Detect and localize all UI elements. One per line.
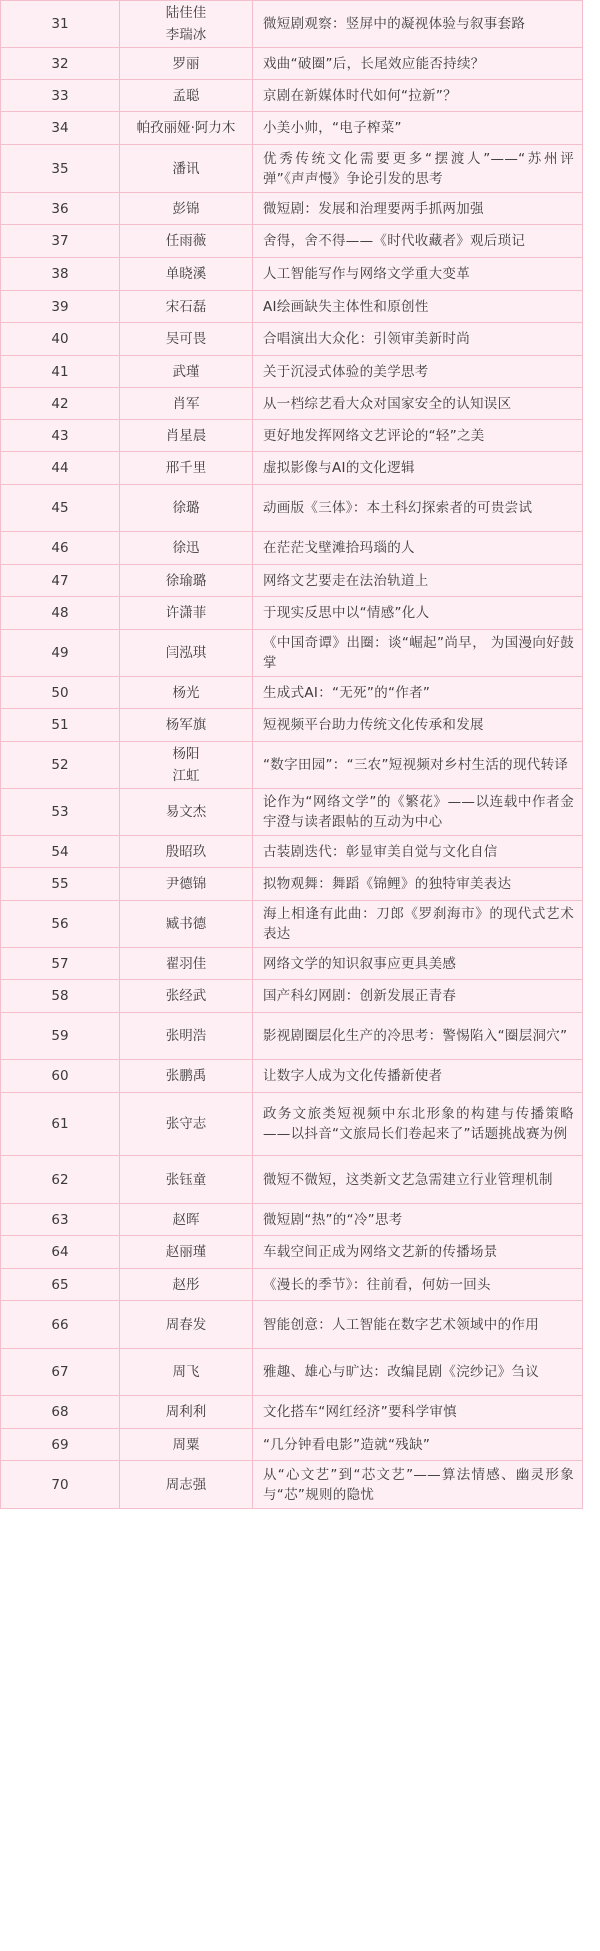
author-name: 肖星晨 <box>165 427 207 444</box>
author-name: 许潇菲 <box>165 605 207 621</box>
table-row <box>1 145 583 193</box>
author-cell <box>120 1156 253 1204</box>
row-number: 40 <box>1 323 120 356</box>
author-cell <box>120 901 253 948</box>
author-cell <box>120 630 253 677</box>
author-name: 张经武 <box>165 988 207 1004</box>
article-title: 生成式AI：“无死”的“作者” <box>253 677 583 709</box>
table-row <box>1 1396 583 1429</box>
table-row <box>1 420 583 452</box>
author-cell <box>120 356 253 388</box>
article-title: 人工智能写作与网络文学重大变革 <box>253 258 583 291</box>
row-number: 64 <box>1 1236 120 1269</box>
article-title: 古装剧迭代：彰显审美自觉与文化自信 <box>253 836 583 868</box>
author-name: 周志强 <box>165 1476 207 1493</box>
table-row <box>1 225 583 258</box>
row-number: 34 <box>1 112 120 145</box>
article-title: 戏曲“破圈”后，长尾效应能否持续？ <box>253 48 583 80</box>
table-row <box>1 1093 583 1156</box>
row-number: 57 <box>1 948 120 980</box>
row-number: 66 <box>1 1301 120 1349</box>
author-name: 杨光 <box>172 684 200 701</box>
author-name: 张守志 <box>165 1116 207 1132</box>
table-row <box>1 112 583 145</box>
row-number: 39 <box>1 291 120 323</box>
author-name: 任雨薇 <box>165 233 207 249</box>
author-name: 孟聪 <box>172 87 200 104</box>
row-number: 69 <box>1 1429 120 1461</box>
author-cell <box>120 1301 253 1349</box>
row-number: 37 <box>1 225 120 258</box>
author-name: 彭锦 <box>172 200 200 217</box>
author-cell <box>120 1093 253 1156</box>
author-name: 赵彤 <box>172 1276 200 1293</box>
author-cell <box>120 1060 253 1093</box>
row-number: 41 <box>1 356 120 388</box>
article-title: 智能创意：人工智能在数字艺术领域中的作用 <box>253 1301 583 1349</box>
table-row <box>1 868 583 901</box>
author-name: 周粟 <box>172 1436 200 1453</box>
author-cell <box>120 1204 253 1236</box>
author-cell <box>120 565 253 597</box>
author-name: 潘讯 <box>172 160 200 177</box>
article-title: 短视频平台助力传统文化传承和发展 <box>253 709 583 742</box>
row-number: 63 <box>1 1204 120 1236</box>
author-cell <box>120 225 253 258</box>
table-row <box>1 1060 583 1093</box>
table-row <box>1 565 583 597</box>
table-row <box>1 1461 583 1509</box>
author-cell <box>120 388 253 420</box>
row-number: 50 <box>1 677 120 709</box>
table-row <box>1 1349 583 1396</box>
author-cell <box>120 980 253 1013</box>
table-row <box>1 452 583 485</box>
row-number: 56 <box>1 901 120 948</box>
author-name: 周春发 <box>165 1316 207 1333</box>
author-name: 武瑾 <box>172 363 200 380</box>
article-title: 微短剧：发展和治理要两手抓两加强 <box>253 193 583 225</box>
right-margin <box>583 0 600 1951</box>
author-name: 尹德锦 <box>165 876 207 892</box>
article-title: 优秀传统文化需要更多“摆渡人”——“苏州评弹”《声声慢》争论引发的思考 <box>253 145 583 193</box>
row-number: 70 <box>1 1461 120 1509</box>
author-name: 周飞 <box>172 1364 200 1380</box>
table-row <box>1 948 583 980</box>
article-title: 微短剧观察：竖屏中的凝视体验与叙事套路 <box>253 1 583 48</box>
author-name: 杨军旗 <box>165 717 207 733</box>
table-row <box>1 1269 583 1301</box>
author-name: 赵丽瑾 <box>165 1244 207 1260</box>
row-number: 42 <box>1 388 120 420</box>
author-cell <box>120 258 253 291</box>
article-title: AI绘画缺失主体性和原创性 <box>253 291 583 323</box>
article-title: 从一档综艺看大众对国家安全的认知误区 <box>253 388 583 420</box>
author-cell <box>120 709 253 742</box>
author-cell <box>120 1013 253 1060</box>
author-name: 张明浩 <box>165 1028 207 1044</box>
article-title: 政务文旅类短视频中东北形象的构建与传播策略——以抖音“文旅局长们卷起来了”话题挑战赛为例 <box>253 1093 583 1156</box>
author-cell <box>120 193 253 225</box>
author-cell <box>120 532 253 565</box>
row-number: 61 <box>1 1093 120 1156</box>
article-title: 雅趣、雄心与旷达：改编昆剧《浣纱记》刍议 <box>253 1349 583 1396</box>
author-cell <box>120 868 253 901</box>
author-cell <box>120 677 253 709</box>
table-row <box>1 1429 583 1461</box>
row-number: 49 <box>1 630 120 677</box>
table-row <box>1 258 583 291</box>
author-name: 徐璐 <box>172 500 200 516</box>
table-row <box>1 485 583 532</box>
author-cell <box>120 291 253 323</box>
row-number: 59 <box>1 1013 120 1060</box>
article-title: 更好地发挥网络文艺评论的“轻”之美 <box>253 420 583 452</box>
author-name: 易文杰 <box>165 804 207 820</box>
table-row <box>1 1013 583 1060</box>
article-title: 影视剧圈层化生产的冷思考：警惕陷入“圈层洞穴” <box>253 1013 583 1060</box>
article-title: 京剧在新媒体时代如何“拉新”？ <box>253 80 583 112</box>
author-cell <box>120 836 253 868</box>
article-title: 拟物观舞：舞蹈《锦鲤》的独特审美表达 <box>253 868 583 901</box>
table-row <box>1 356 583 388</box>
article-title: 网络文学的知识叙事应更具美感 <box>253 948 583 980</box>
row-number: 45 <box>1 485 120 532</box>
author-name: 张鹏禹 <box>165 1068 207 1084</box>
row-number: 47 <box>1 565 120 597</box>
row-number: 31 <box>1 1 120 48</box>
author-cell <box>120 452 253 485</box>
article-title: “数字田园”：“三农”短视频对乡村生活的现代转译 <box>253 742 583 789</box>
row-number: 46 <box>1 532 120 565</box>
table-row <box>1 1156 583 1204</box>
table-row <box>1 630 583 677</box>
table-row <box>1 388 583 420</box>
author-name: 邢千里 <box>165 460 207 476</box>
author-cell <box>120 789 253 836</box>
row-number: 52 <box>1 742 120 789</box>
row-number: 68 <box>1 1396 120 1429</box>
author-name: 杨阳 <box>172 746 200 762</box>
author-name: 罗丽 <box>172 55 200 72</box>
row-number: 53 <box>1 789 120 836</box>
row-number: 35 <box>1 145 120 193</box>
row-number: 48 <box>1 597 120 630</box>
article-title: 微短不微短，这类新文艺急需建立行业管理机制 <box>253 1156 583 1204</box>
article-title: 虚拟影像与AI的文化逻辑 <box>253 452 583 485</box>
table-row <box>1 789 583 836</box>
author-name: 殷昭玖 <box>165 843 207 860</box>
author-name: 李瑞冰 <box>165 27 207 43</box>
author-cell <box>120 1236 253 1269</box>
row-number: 55 <box>1 868 120 901</box>
author-cell <box>120 1269 253 1301</box>
author-cell <box>120 485 253 532</box>
author-cell <box>120 1 253 48</box>
author-name: 臧书德 <box>165 916 207 932</box>
author-cell <box>120 597 253 630</box>
table-row <box>1 1301 583 1349</box>
row-number: 33 <box>1 80 120 112</box>
author-cell <box>120 112 253 145</box>
article-title: 动画版《三体》：本土科幻探索者的可贵尝试 <box>253 485 583 532</box>
table-row <box>1 597 583 630</box>
article-title: 关于沉浸式体验的美学思考 <box>253 356 583 388</box>
table-row <box>1 1204 583 1236</box>
table-row <box>1 836 583 868</box>
author-name: 肖军 <box>172 395 200 412</box>
table-body <box>1 1 583 1509</box>
article-title: 让数字人成为文化传播新使者 <box>253 1060 583 1093</box>
table-row <box>1 291 583 323</box>
row-number: 67 <box>1 1349 120 1396</box>
table-row <box>1 677 583 709</box>
author-cell <box>120 1429 253 1461</box>
author-cell <box>120 1396 253 1429</box>
author-name: 陆佳佳 <box>165 5 207 21</box>
author-cell <box>120 48 253 80</box>
article-title: 合唱演出大众化：引领审美新时尚 <box>253 323 583 356</box>
article-title: 在茫茫戈壁滩拾玛瑙的人 <box>253 532 583 565</box>
author-cell <box>120 80 253 112</box>
table-row <box>1 323 583 356</box>
author-cell <box>120 145 253 193</box>
author-name: 吴可畏 <box>165 331 207 347</box>
author-name: 江虹 <box>172 768 200 784</box>
author-name: 单晓溪 <box>165 266 207 282</box>
article-title: 论作为“网络文学”的《繁花》——以连载中作者金宇澄与读者跟帖的互动为中心 <box>253 789 583 836</box>
author-cell <box>120 1461 253 1509</box>
table-row <box>1 80 583 112</box>
author-cell <box>120 1349 253 1396</box>
article-title: 《中国奇谭》出圈：谈“崛起”尚早， 为国漫向好鼓掌 <box>253 630 583 677</box>
article-title: 海上相逢有此曲：刀郎《罗刹海市》的现代式艺术表达 <box>253 901 583 948</box>
row-number: 60 <box>1 1060 120 1093</box>
author-name: 闫泓琪 <box>165 645 207 661</box>
author-name: 张钰童 <box>165 1171 207 1188</box>
article-title: 文化搭车“网红经济”要科学审慎 <box>253 1396 583 1429</box>
table-row <box>1 980 583 1013</box>
table-row <box>1 1 583 48</box>
row-number: 62 <box>1 1156 120 1204</box>
article-title: 车载空间正成为网络文艺新的传播场景 <box>253 1236 583 1269</box>
article-title: 从“心文艺”到“芯文艺”——算法情感、幽灵形象与“芯”规则的隐忧 <box>253 1461 583 1509</box>
table-row <box>1 709 583 742</box>
row-number: 38 <box>1 258 120 291</box>
row-number: 36 <box>1 193 120 225</box>
row-number: 58 <box>1 980 120 1013</box>
row-number: 65 <box>1 1269 120 1301</box>
row-number: 54 <box>1 836 120 868</box>
author-name: 周利利 <box>165 1404 207 1420</box>
table-row <box>1 901 583 948</box>
author-name: 徐瑜璐 <box>165 572 207 589</box>
table-row <box>1 1236 583 1269</box>
row-number: 43 <box>1 420 120 452</box>
article-title: 国产科幻网剧：创新发展正青春 <box>253 980 583 1013</box>
article-title: 舍得，舍不得——《时代收藏者》观后琐记 <box>253 225 583 258</box>
article-title: 《漫长的季节》：往前看，何妨一回头 <box>253 1269 583 1301</box>
article-title: 网络文艺要走在法治轨道上 <box>253 565 583 597</box>
article-title: “几分钟看电影”造就“残缺” <box>253 1429 583 1461</box>
author-cell <box>120 742 253 789</box>
row-number: 51 <box>1 709 120 742</box>
author-cell <box>120 948 253 980</box>
author-cell <box>120 323 253 356</box>
article-title: 于现实反思中以“情感”化人 <box>253 597 583 630</box>
row-number: 44 <box>1 452 120 485</box>
author-name: 宋石磊 <box>165 298 207 315</box>
article-title: 小美小帅，“电子榨菜” <box>253 112 583 145</box>
author-cell <box>120 420 253 452</box>
table-row <box>1 742 583 789</box>
author-name: 徐迅 <box>172 540 200 556</box>
author-name: 帕孜丽娅·阿力木 <box>136 120 236 136</box>
author-name: 翟羽佳 <box>165 955 207 972</box>
author-name: 赵晖 <box>172 1211 200 1228</box>
table-row <box>1 48 583 80</box>
article-title: 微短剧“热”的“冷”思考 <box>253 1204 583 1236</box>
table-row <box>1 532 583 565</box>
row-number: 32 <box>1 48 120 80</box>
table-row <box>1 193 583 225</box>
